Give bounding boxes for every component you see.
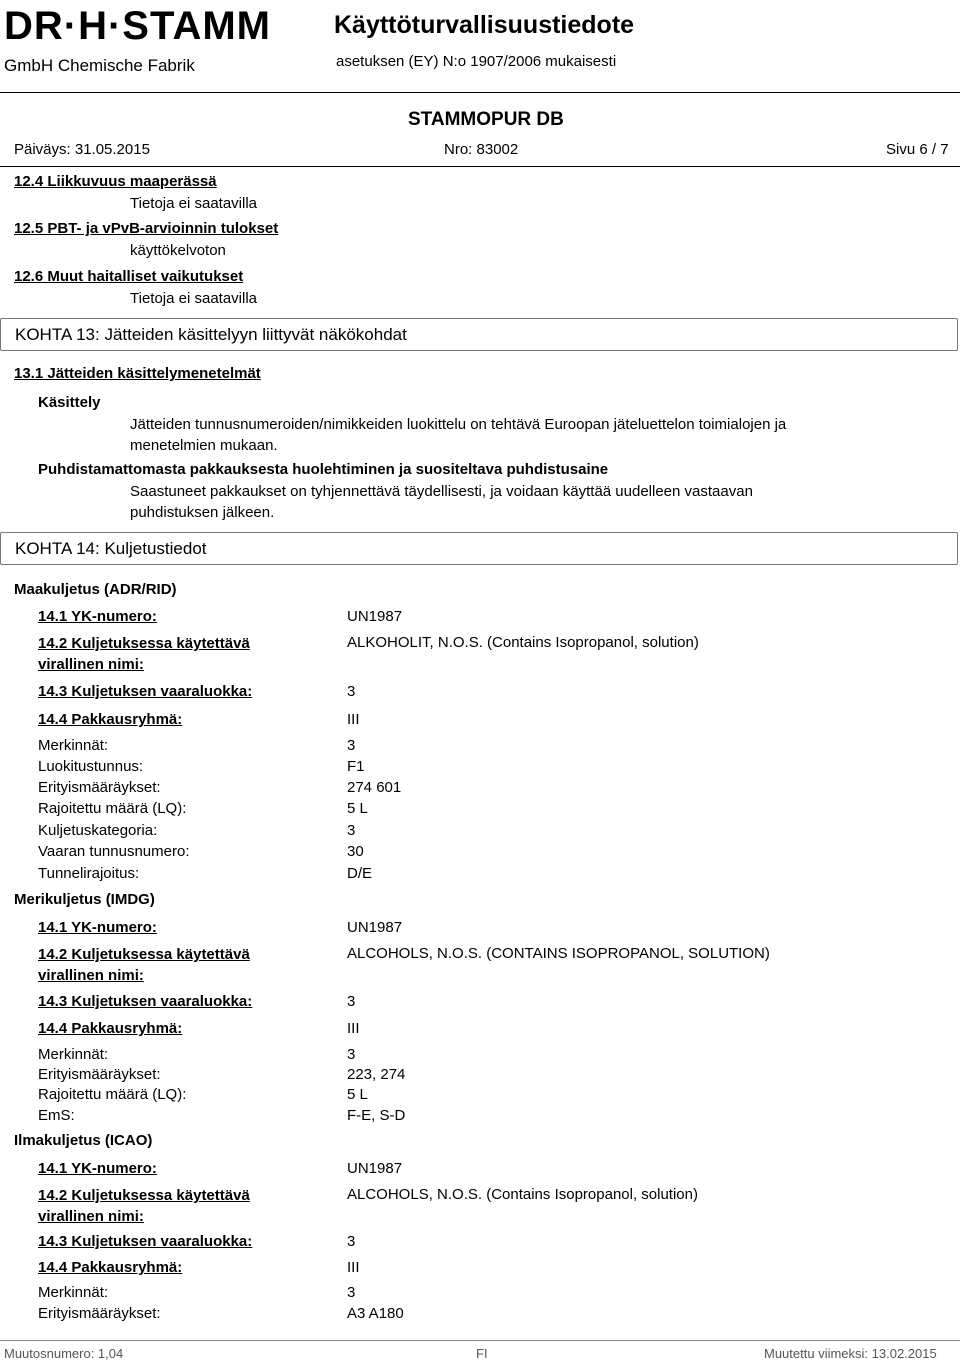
road-row-label: Tunnelirajoitus: bbox=[38, 865, 140, 882]
sea-name-value: ALCOHOLS, N.O.S. (CONTAINS ISOPROPANOL, SOLUTION) bbox=[347, 945, 770, 962]
heading-12-4: 12.4 Liikkuvuus maaperässä bbox=[14, 173, 217, 190]
road-row-label: Erityismääräykset: bbox=[38, 779, 161, 796]
air-name-label-2: virallinen nimi: bbox=[38, 1208, 144, 1225]
company-subtitle: GmbH Chemische Fabrik bbox=[4, 56, 195, 75]
air-pg-value: III bbox=[347, 1259, 360, 1276]
sea-name-label: 14.2 Kuljetuksessa käytettävä bbox=[38, 946, 250, 963]
heading-12-5: 12.5 PBT- ja vPvB-arvioinnin tulokset bbox=[14, 220, 279, 237]
air-row-value: 3 bbox=[347, 1284, 356, 1301]
air-row-value: A3 A180 bbox=[347, 1305, 404, 1322]
meta-divider bbox=[0, 166, 960, 167]
text-kasittely: Jätteiden tunnusnumeroiden/nimikkeiden luokittelu on tehtävä Euroopan jäteluettelon toimialojen ja menetelmien mukaan. bbox=[130, 416, 787, 454]
heading-13-1: 13.1 Jätteiden käsittelymenetelmät bbox=[14, 365, 261, 382]
heading-12-6: 12.6 Muut haitalliset vaikutukset bbox=[14, 268, 244, 285]
road-row-value: D/E bbox=[347, 865, 373, 882]
footer-language: FI bbox=[476, 1346, 488, 1361]
road-row-value: 3 bbox=[347, 822, 356, 839]
sea-pg-value: III bbox=[347, 1020, 360, 1037]
sea-un-label: 14.1 YK-numero: bbox=[38, 919, 157, 936]
road-name-label-2: virallinen nimi: bbox=[38, 656, 144, 673]
document-subtitle: asetuksen (EY) N:o 1907/2006 mukaisesti bbox=[336, 53, 617, 70]
air-transport-title: Ilmakuljetus (ICAO) bbox=[14, 1132, 153, 1149]
sea-row-value: F-E, S-D bbox=[347, 1107, 406, 1124]
sea-class-label: 14.3 Kuljetuksen vaaraluokka: bbox=[38, 993, 253, 1010]
section-14-header: KOHTA 14: Kuljetustiedot bbox=[0, 532, 958, 565]
label-kasittely: Käsittely bbox=[38, 394, 101, 411]
road-class-value: 3 bbox=[347, 683, 356, 700]
road-row-value: 274 601 bbox=[347, 779, 402, 796]
road-row-label: Vaaran tunnusnumero: bbox=[38, 843, 190, 860]
sea-row-label: Rajoitettu määrä (LQ): bbox=[38, 1086, 187, 1103]
road-un-value: UN1987 bbox=[347, 608, 403, 625]
road-row-value: 5 L bbox=[347, 800, 368, 817]
sea-un-value: UN1987 bbox=[347, 919, 403, 936]
road-pg-label: 14.4 Pakkausryhmä: bbox=[38, 711, 183, 728]
sea-class-value: 3 bbox=[347, 993, 356, 1010]
document-date: Päiväys: 31.05.2015 bbox=[14, 141, 150, 158]
air-pg-label: 14.4 Pakkausryhmä: bbox=[38, 1259, 183, 1276]
road-row-label: Rajoitettu määrä (LQ): bbox=[38, 800, 187, 817]
road-class-label: 14.3 Kuljetuksen vaaraluokka: bbox=[38, 683, 253, 700]
company-logo: DR·H·STAMM bbox=[4, 4, 271, 48]
road-transport-title: Maakuljetus (ADR/RID) bbox=[14, 581, 177, 598]
sea-row-value: 223, 274 bbox=[347, 1066, 406, 1083]
air-row-label: Merkinnät: bbox=[38, 1284, 109, 1301]
air-class-value: 3 bbox=[347, 1233, 356, 1250]
air-class-label: 14.3 Kuljetuksen vaaraluokka: bbox=[38, 1233, 253, 1250]
air-name-value: ALCOHOLS, N.O.S. (Contains Isopropanol, solution) bbox=[347, 1186, 698, 1203]
document-title: Käyttöturvallisuustiedote bbox=[334, 11, 635, 39]
road-row-value: 30 bbox=[347, 843, 364, 860]
road-pg-value: III bbox=[347, 711, 360, 728]
air-un-value: UN1987 bbox=[347, 1160, 403, 1177]
sea-pg-label: 14.4 Pakkausryhmä: bbox=[38, 1020, 183, 1037]
footer-modified: Muutettu viimeksi: 13.02.2015 bbox=[764, 1346, 937, 1361]
road-name-value: ALKOHOLIT, N.O.S. (Contains Isopropanol, solution) bbox=[347, 634, 699, 651]
page-number: Sivu 6 / 7 bbox=[886, 141, 949, 158]
label-puhdistus: Puhdistamattomasta pakkauksesta huolehtiminen ja suositeltava puhdistusaine bbox=[38, 461, 609, 478]
road-row-label: Merkinnät: bbox=[38, 737, 109, 754]
air-name-label: 14.2 Kuljetuksessa käytettävä bbox=[38, 1187, 250, 1204]
sea-row-value: 3 bbox=[347, 1046, 356, 1063]
text-puhdistus: Saastuneet pakkaukset on tyhjennettävä täydellisesti, ja voidaan käyttää uudelleen vastaavan puhdistuksen jälkeen. bbox=[130, 483, 753, 521]
sea-name-label-2: virallinen nimi: bbox=[38, 967, 144, 984]
air-row-label: Erityismääräykset: bbox=[38, 1305, 161, 1322]
road-un-label: 14.1 YK-numero: bbox=[38, 608, 157, 625]
footer-revision: Muutosnumero: 1,04 bbox=[4, 1346, 124, 1361]
value-12-4: Tietoja ei saatavilla bbox=[130, 195, 258, 212]
road-name-label: 14.2 Kuljetuksessa käytettävä bbox=[38, 635, 250, 652]
product-name: STAMMOPUR DB bbox=[408, 109, 564, 130]
value-12-6: Tietoja ei saatavilla bbox=[130, 290, 258, 307]
document-number: Nro: 83002 bbox=[444, 141, 519, 158]
sea-transport-title: Merikuljetus (IMDG) bbox=[14, 891, 155, 908]
road-row-label: Kuljetuskategoria: bbox=[38, 822, 158, 839]
sea-row-label: EmS: bbox=[38, 1107, 75, 1124]
sea-row-label: Merkinnät: bbox=[38, 1046, 109, 1063]
footer-divider bbox=[0, 1340, 960, 1341]
road-row-value: 3 bbox=[347, 737, 356, 754]
section-13-header: KOHTA 13: Jätteiden käsittelyyn liittyvät näkökohdat bbox=[0, 318, 958, 351]
sea-row-value: 5 L bbox=[347, 1086, 368, 1103]
air-un-label: 14.1 YK-numero: bbox=[38, 1160, 157, 1177]
sea-row-label: Erityismääräykset: bbox=[38, 1066, 161, 1083]
road-row-value: F1 bbox=[347, 758, 365, 775]
road-row-label: Luokitustunnus: bbox=[38, 758, 144, 775]
header-divider bbox=[0, 92, 960, 93]
value-12-5: käyttökelvoton bbox=[130, 242, 226, 259]
